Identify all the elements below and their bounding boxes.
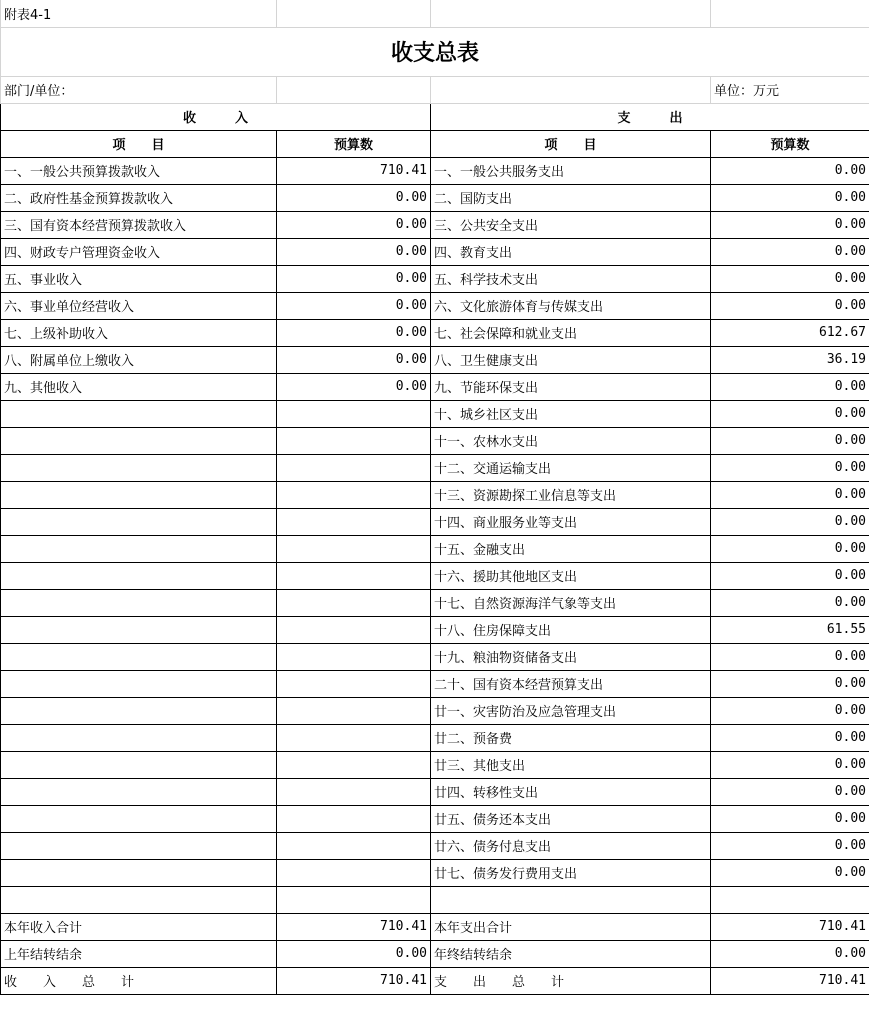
table-row bbox=[1, 265, 869, 292]
income-item-cell[interactable]: 二、政府性基金预算拨款收入 bbox=[1, 184, 277, 211]
table-row bbox=[1, 886, 869, 913]
expense-item-cell[interactable]: 三、公共安全支出 bbox=[431, 211, 711, 238]
income-value-cell[interactable] bbox=[277, 400, 431, 427]
table-row bbox=[1, 778, 869, 805]
income-item-cell[interactable] bbox=[1, 535, 277, 562]
expense-value-cell[interactable]: 0.00 bbox=[711, 400, 869, 427]
income-item-cell[interactable]: 四、财政专户管理资金收入 bbox=[1, 238, 277, 265]
income-value-cell[interactable] bbox=[277, 643, 431, 670]
income-value-cell[interactable]: 0.00 bbox=[277, 265, 431, 292]
expense-item-cell[interactable]: 廿四、转移性支出 bbox=[431, 778, 711, 805]
table-row bbox=[1, 400, 869, 427]
expense-item-cell[interactable]: 四、教育支出 bbox=[431, 238, 711, 265]
income-value-cell[interactable]: 0.00 bbox=[277, 319, 431, 346]
expense-value-cell[interactable]: 0.00 bbox=[711, 292, 869, 319]
income-item-cell[interactable]: 本年收入合计 bbox=[1, 913, 277, 940]
income-value-cell[interactable] bbox=[277, 832, 431, 859]
expense-item-cell[interactable]: 廿六、债务付息支出 bbox=[431, 832, 711, 859]
income-item-cell[interactable]: 七、上级补助收入 bbox=[1, 319, 277, 346]
income-value-cell[interactable] bbox=[277, 670, 431, 697]
expense-item-cell[interactable]: 六、文化旅游体育与传媒支出 bbox=[431, 292, 711, 319]
expense-value-cell[interactable]: 0.00 bbox=[711, 670, 869, 697]
table-row bbox=[1, 751, 869, 778]
expense-value-cell[interactable]: 612.67 bbox=[711, 319, 869, 346]
income-value-cell[interactable] bbox=[277, 427, 431, 454]
expense-item-cell[interactable]: 十三、资源勘探工业信息等支出 bbox=[431, 481, 711, 508]
income-value-cell[interactable] bbox=[277, 886, 431, 913]
income-item-cell[interactable] bbox=[1, 805, 277, 832]
table-row bbox=[1, 940, 869, 967]
income-item-cell[interactable]: 八、附属单位上缴收入 bbox=[1, 346, 277, 373]
expense-item-cell[interactable]: 二、国防支出 bbox=[431, 184, 711, 211]
empty-cell[interactable] bbox=[431, 76, 711, 103]
income-value-cell[interactable]: 0.00 bbox=[277, 292, 431, 319]
expense-item-cell[interactable]: 廿二、预备费 bbox=[431, 724, 711, 751]
expense-value-cell[interactable] bbox=[711, 886, 869, 913]
expense-value-cell[interactable]: 0.00 bbox=[711, 832, 869, 859]
expense-value-cell[interactable]: 0.00 bbox=[711, 481, 869, 508]
table-row bbox=[1, 454, 869, 481]
income-value-cell[interactable] bbox=[277, 805, 431, 832]
income-value-cell[interactable] bbox=[277, 562, 431, 589]
expense-item-cell[interactable]: 年终结转结余 bbox=[431, 940, 711, 967]
expense-value-cell[interactable]: 0.00 bbox=[711, 238, 869, 265]
income-value-cell[interactable] bbox=[277, 778, 431, 805]
table-row bbox=[1, 805, 869, 832]
expense-value-cell[interactable]: 0.00 bbox=[711, 184, 869, 211]
empty-cell[interactable] bbox=[277, 0, 431, 27]
income-value-cell[interactable] bbox=[277, 589, 431, 616]
expense-item-cell[interactable]: 九、节能环保支出 bbox=[431, 373, 711, 400]
table-row bbox=[1, 616, 869, 643]
table-row bbox=[1, 562, 869, 589]
expense-item-cell[interactable]: 十二、交通运输支出 bbox=[431, 454, 711, 481]
income-item-cell[interactable] bbox=[1, 616, 277, 643]
expense-item-cell[interactable]: 十六、援助其他地区支出 bbox=[431, 562, 711, 589]
income-value-cell[interactable]: 0.00 bbox=[277, 940, 431, 967]
income-budget-header[interactable]: 预算数 bbox=[277, 130, 431, 157]
expense-value-cell[interactable]: 0.00 bbox=[711, 211, 869, 238]
expense-value-cell[interactable]: 0.00 bbox=[711, 724, 869, 751]
income-item-cell[interactable] bbox=[1, 481, 277, 508]
income-value-cell[interactable]: 710.41 bbox=[277, 157, 431, 184]
expense-value-cell[interactable]: 0.00 bbox=[711, 535, 869, 562]
table-row bbox=[1, 724, 869, 751]
table-row bbox=[1, 643, 869, 670]
expense-item-cell[interactable]: 七、社会保障和就业支出 bbox=[431, 319, 711, 346]
table-row bbox=[1, 157, 869, 184]
expense-item-header[interactable]: 项 目 bbox=[431, 130, 711, 157]
table-row bbox=[1, 427, 869, 454]
expense-item-cell[interactable]: 一、一般公共服务支出 bbox=[431, 157, 711, 184]
income-value-cell[interactable] bbox=[277, 616, 431, 643]
expense-item-cell[interactable]: 廿一、灾害防治及应急管理支出 bbox=[431, 697, 711, 724]
expense-item-cell[interactable]: 二十、国有资本经营预算支出 bbox=[431, 670, 711, 697]
income-item-cell[interactable]: 五、事业收入 bbox=[1, 265, 277, 292]
expense-item-cell[interactable]: 十一、农林水支出 bbox=[431, 427, 711, 454]
expense-value-cell[interactable]: 0.00 bbox=[711, 157, 869, 184]
empty-cell[interactable] bbox=[711, 0, 869, 27]
expense-value-cell[interactable]: 0.00 bbox=[711, 265, 869, 292]
expense-value-cell[interactable]: 0.00 bbox=[711, 373, 869, 400]
income-item-header[interactable]: 项 目 bbox=[1, 130, 277, 157]
income-item-cell[interactable]: 六、事业单位经营收入 bbox=[1, 292, 277, 319]
income-value-cell[interactable]: 0.00 bbox=[277, 184, 431, 211]
income-value-cell[interactable]: 0.00 bbox=[277, 211, 431, 238]
appendix-label[interactable]: 附表4-1 bbox=[1, 0, 277, 27]
table-row bbox=[1, 319, 869, 346]
income-item-cell[interactable] bbox=[1, 751, 277, 778]
table-row bbox=[1, 913, 869, 940]
expense-budget-header[interactable]: 预算数 bbox=[711, 130, 869, 157]
expense-value-cell[interactable]: 36.19 bbox=[711, 346, 869, 373]
income-value-cell[interactable] bbox=[277, 454, 431, 481]
table-row bbox=[1, 346, 869, 373]
expense-item-cell[interactable]: 十九、粮油物资储备支出 bbox=[431, 643, 711, 670]
table-row bbox=[1, 670, 869, 697]
table-row bbox=[1, 238, 869, 265]
income-header[interactable]: 收 入 bbox=[1, 103, 431, 130]
expense-value-cell[interactable]: 0.00 bbox=[711, 454, 869, 481]
expense-value-cell[interactable]: 0.00 bbox=[711, 805, 869, 832]
expense-header[interactable]: 支 出 bbox=[431, 103, 869, 130]
income-item-cell[interactable]: 九、其他收入 bbox=[1, 373, 277, 400]
income-item-cell[interactable]: 收 入 总 计 bbox=[1, 967, 277, 994]
expense-value-cell[interactable]: 61.55 bbox=[711, 616, 869, 643]
income-value-cell[interactable]: 710.41 bbox=[277, 913, 431, 940]
unit-label[interactable]: 单位：万元 bbox=[711, 76, 869, 103]
income-item-cell[interactable]: 上年结转结余 bbox=[1, 940, 277, 967]
table-row bbox=[1, 967, 869, 994]
expense-item-cell[interactable]: 支 出 总 计 bbox=[431, 967, 711, 994]
table-row bbox=[1, 292, 869, 319]
expense-item-cell[interactable]: 五、科学技术支出 bbox=[431, 265, 711, 292]
empty-cell[interactable] bbox=[277, 76, 431, 103]
expense-item-cell[interactable]: 十八、住房保障支出 bbox=[431, 616, 711, 643]
income-item-cell[interactable] bbox=[1, 886, 277, 913]
income-value-cell[interactable] bbox=[277, 697, 431, 724]
expense-value-cell[interactable]: 0.00 bbox=[711, 643, 869, 670]
income-value-cell[interactable]: 0.00 bbox=[277, 238, 431, 265]
expense-item-cell[interactable]: 廿七、债务发行费用支出 bbox=[431, 859, 711, 886]
expense-item-cell[interactable]: 本年支出合计 bbox=[431, 913, 711, 940]
income-item-cell[interactable] bbox=[1, 400, 277, 427]
table-row bbox=[1, 211, 869, 238]
income-item-cell[interactable] bbox=[1, 508, 277, 535]
table-row bbox=[1, 508, 869, 535]
expense-value-cell[interactable]: 0.00 bbox=[711, 859, 869, 886]
income-value-cell[interactable] bbox=[277, 481, 431, 508]
expense-value-cell[interactable]: 0.00 bbox=[711, 427, 869, 454]
table-row bbox=[1, 832, 869, 859]
income-item-cell[interactable] bbox=[1, 562, 277, 589]
income-value-cell[interactable] bbox=[277, 859, 431, 886]
income-item-cell[interactable] bbox=[1, 643, 277, 670]
income-item-cell[interactable] bbox=[1, 724, 277, 751]
expense-value-cell[interactable]: 0.00 bbox=[711, 562, 869, 589]
table-row bbox=[1, 184, 869, 211]
income-value-cell[interactable] bbox=[277, 724, 431, 751]
income-item-cell[interactable]: 三、国有资本经营预算拨款收入 bbox=[1, 211, 277, 238]
income-value-cell[interactable] bbox=[277, 508, 431, 535]
expense-item-cell[interactable]: 廿五、债务还本支出 bbox=[431, 805, 711, 832]
empty-cell[interactable] bbox=[431, 0, 711, 27]
expense-value-cell[interactable]: 0.00 bbox=[711, 778, 869, 805]
income-value-cell[interactable] bbox=[277, 751, 431, 778]
expense-item-cell[interactable]: 十、城乡社区支出 bbox=[431, 400, 711, 427]
table-row bbox=[1, 535, 869, 562]
expense-value-cell[interactable]: 0.00 bbox=[711, 508, 869, 535]
table-row bbox=[1, 589, 869, 616]
income-value-cell[interactable] bbox=[277, 535, 431, 562]
income-item-cell[interactable] bbox=[1, 589, 277, 616]
income-value-cell[interactable]: 0.00 bbox=[277, 346, 431, 373]
expense-item-cell[interactable]: 八、卫生健康支出 bbox=[431, 346, 711, 373]
table-row bbox=[1, 697, 869, 724]
income-item-cell[interactable] bbox=[1, 427, 277, 454]
table-row bbox=[1, 373, 869, 400]
income-value-cell[interactable]: 0.00 bbox=[277, 373, 431, 400]
income-item-cell[interactable] bbox=[1, 859, 277, 886]
income-item-cell[interactable] bbox=[1, 670, 277, 697]
expense-value-cell[interactable]: 0.00 bbox=[711, 940, 869, 967]
expense-value-cell[interactable]: 0.00 bbox=[711, 751, 869, 778]
income-item-cell[interactable] bbox=[1, 778, 277, 805]
income-value-cell[interactable]: 710.41 bbox=[277, 967, 431, 994]
income-item-cell[interactable] bbox=[1, 832, 277, 859]
expense-item-cell[interactable] bbox=[431, 886, 711, 913]
expense-value-cell[interactable]: 710.41 bbox=[711, 913, 869, 940]
page-title[interactable]: 收支总表 bbox=[1, 27, 869, 76]
expense-item-cell[interactable]: 十七、自然资源海洋气象等支出 bbox=[431, 589, 711, 616]
expense-value-cell[interactable]: 710.41 bbox=[711, 967, 869, 994]
expense-item-cell[interactable]: 十五、金融支出 bbox=[431, 535, 711, 562]
income-item-cell[interactable] bbox=[1, 454, 277, 481]
table-row bbox=[1, 481, 869, 508]
expense-item-cell[interactable]: 十四、商业服务业等支出 bbox=[431, 508, 711, 535]
table-row bbox=[1, 859, 869, 886]
expense-value-cell[interactable]: 0.00 bbox=[711, 697, 869, 724]
dept-label[interactable]: 部门/单位： bbox=[1, 76, 277, 103]
income-item-cell[interactable] bbox=[1, 697, 277, 724]
income-item-cell[interactable]: 一、一般公共预算拨款收入 bbox=[1, 157, 277, 184]
expense-value-cell[interactable]: 0.00 bbox=[711, 589, 869, 616]
expense-item-cell[interactable]: 廿三、其他支出 bbox=[431, 751, 711, 778]
